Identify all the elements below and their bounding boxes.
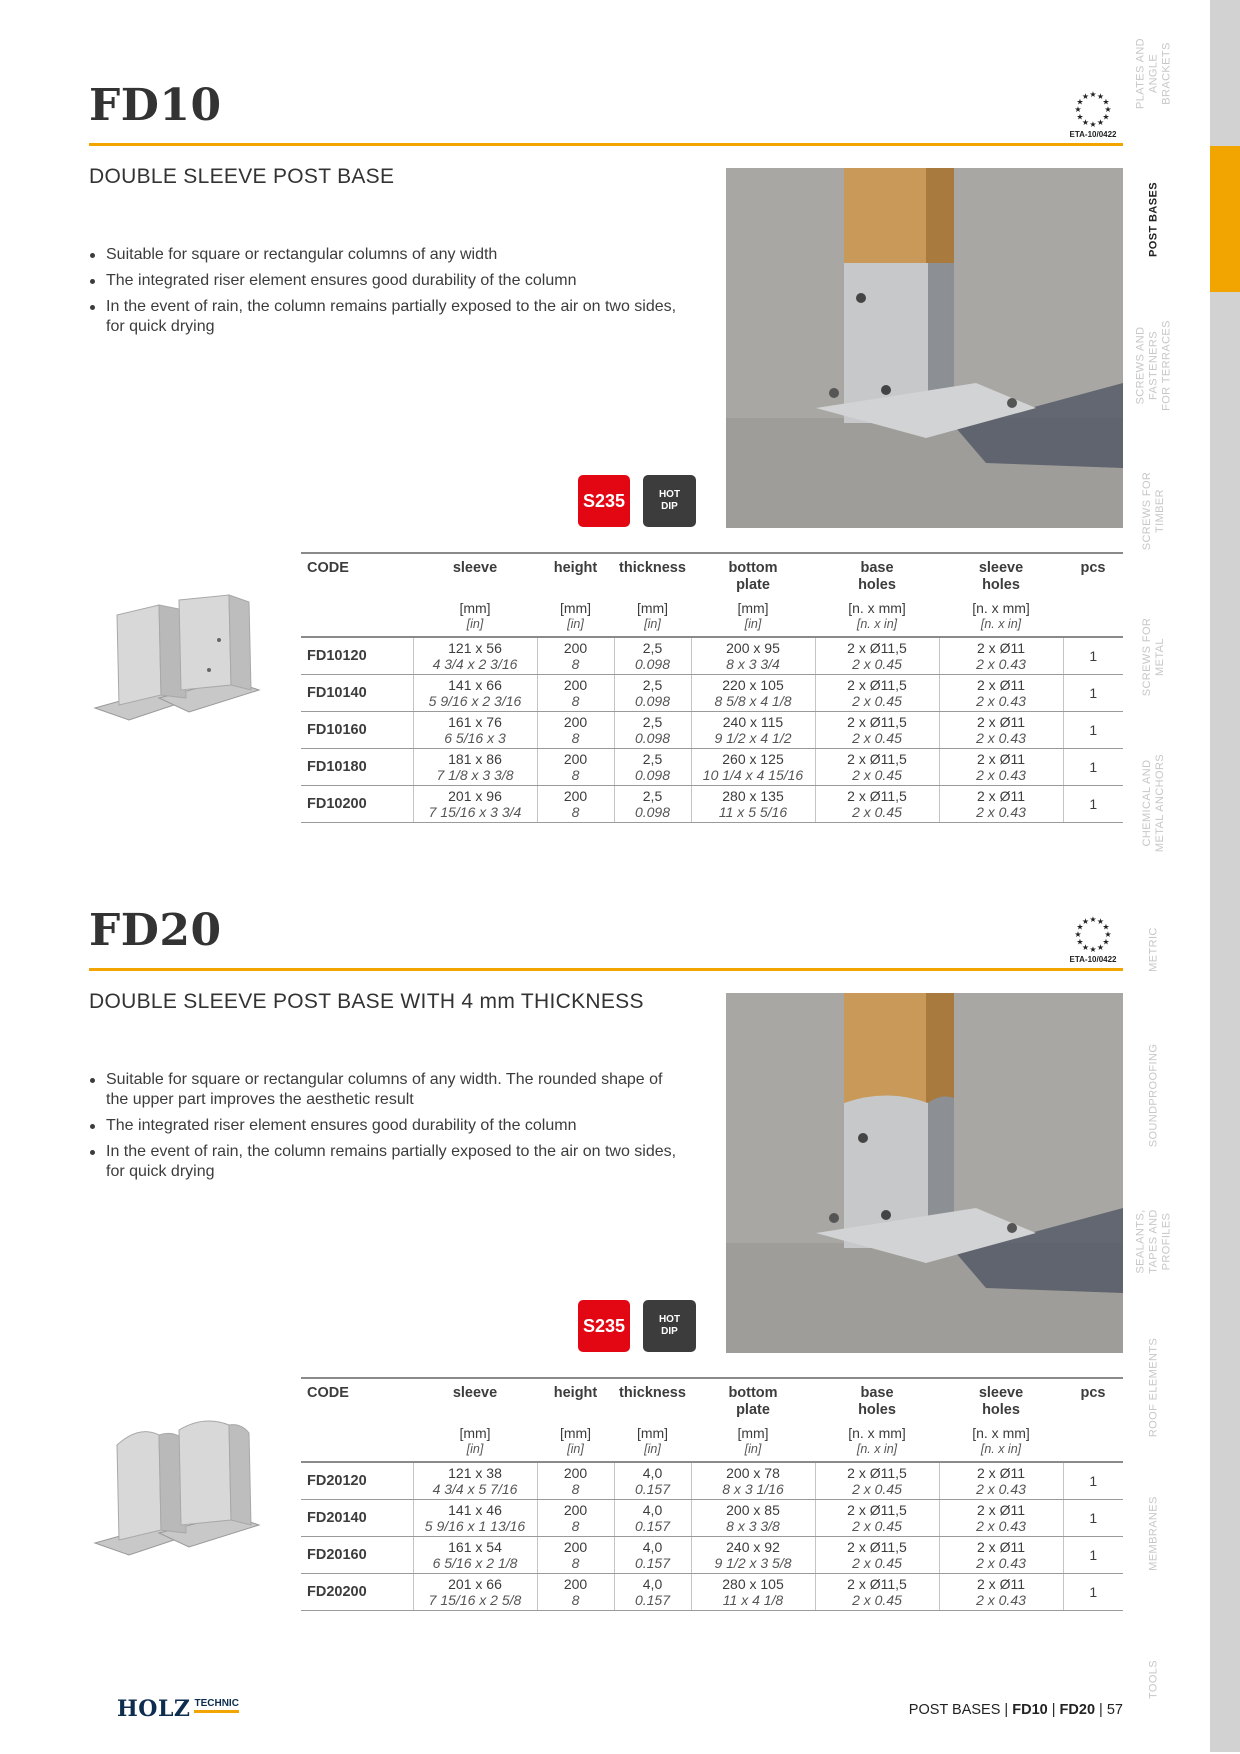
value-cell: 200 8	[537, 637, 614, 675]
footer-fd10: FD10	[1012, 1702, 1048, 1718]
steel-grade-badge: S235	[578, 1300, 630, 1352]
star-icon: ★	[1102, 922, 1110, 932]
value-cell: 121 x 38 4 3/4 x 5 7/16	[413, 1462, 537, 1500]
feature-item: The integrated riser element ensures good durability of the column	[89, 271, 689, 291]
value-cell: 2,5 0.098	[614, 749, 691, 786]
value-cell: 2 x Ø11,5 2 x 0.45	[815, 1537, 939, 1574]
pcs-cell: 1	[1063, 712, 1123, 749]
col-header: sleeve holes	[939, 553, 1063, 600]
code-cell: FD10140	[301, 675, 413, 712]
section-tab[interactable]	[1147, 1606, 1240, 1752]
section-tab-label: TOOLS	[1147, 1659, 1160, 1699]
value-cell: 2 x Ø11,5 2 x 0.45	[815, 749, 939, 786]
value-cell: 2 x Ø11 2 x 0.43	[939, 637, 1063, 675]
value-cell: 200 8	[537, 749, 614, 786]
value-cell: 2 x Ø11,5 2 x 0.45	[815, 1462, 939, 1500]
star-icon: ★	[1089, 120, 1097, 129]
value-cell: 200 x 85 8 x 3 3/8	[691, 1500, 815, 1537]
pcs-cell: 1	[1063, 1462, 1123, 1500]
value-cell: 200 8	[537, 1574, 614, 1611]
product-title: FD20	[89, 905, 222, 956]
value-cell: 2,5 0.098	[614, 637, 691, 675]
value-cell: 121 x 56 4 3/4 x 2 3/16	[413, 637, 537, 675]
value-cell: 141 x 66 5 9/16 x 2 3/16	[413, 675, 537, 712]
value-cell: 200 8	[537, 675, 614, 712]
section-tab-label: SOUNDPROOFING	[1147, 1043, 1160, 1147]
code-cell: FD20200	[301, 1574, 413, 1611]
star-icon: ★	[1104, 930, 1112, 939]
feature-list	[89, 1070, 689, 1188]
product-subtitle: DOUBLE SLEEVE POST BASE	[89, 165, 395, 188]
product-title: FD10	[89, 80, 222, 131]
value-cell: 2 x Ø11,5 2 x 0.45	[815, 712, 939, 749]
value-cell: 2 x Ø11,5 2 x 0.45	[815, 637, 939, 675]
value-cell: 220 x 105 8 5/8 x 4 1/8	[691, 675, 815, 712]
product-section-fd20	[89, 905, 1123, 1645]
star-icon: ★	[1081, 917, 1090, 927]
pcs-cell: 1	[1063, 1500, 1123, 1537]
value-cell: 200 x 78 8 x 3 1/16	[691, 1462, 815, 1500]
feature-item: Suitable for square or rectangular columns of any width	[89, 245, 689, 265]
value-cell: 200 8	[537, 1462, 614, 1500]
star-icon: ★	[1096, 92, 1105, 102]
star-icon: ★	[1102, 112, 1110, 122]
code-cell: FD10180	[301, 749, 413, 786]
star-icon: ★	[1076, 112, 1084, 122]
section-tab-label: SCREWS FOR TIMBER	[1141, 471, 1166, 551]
unit-cell: [n. x mm] [n. x in]	[815, 1425, 939, 1462]
value-cell: 2 x Ø11 2 x 0.43	[939, 1500, 1063, 1537]
value-cell: 141 x 46 5 9/16 x 1 13/16	[413, 1500, 537, 1537]
star-icon: ★	[1089, 945, 1097, 954]
star-icon: ★	[1089, 90, 1097, 99]
value-cell: 2 x Ø11 2 x 0.43	[939, 1462, 1063, 1500]
star-icon: ★	[1089, 915, 1097, 924]
product-drawing	[89, 590, 269, 730]
star-icon: ★	[1074, 930, 1082, 939]
section-tab-label: PLATES AND ANGLE BRACKETS	[1134, 37, 1173, 109]
title-rule	[89, 968, 1123, 971]
pcs-cell: 1	[1063, 749, 1123, 786]
value-cell: 200 8	[537, 786, 614, 823]
unit-cell: [mm] [in]	[614, 600, 691, 637]
table-row	[301, 749, 1123, 786]
section-tab[interactable]	[1134, 0, 1240, 146]
footer-fd20: FD20	[1059, 1702, 1096, 1718]
product-subtitle: DOUBLE SLEEVE POST BASE WITH 4 mm THICKNESS	[89, 990, 644, 1013]
product-photo	[726, 168, 1123, 528]
value-cell: 240 x 92 9 1/2 x 3 5/8	[691, 1537, 815, 1574]
value-cell: 200 8	[537, 712, 614, 749]
section-tab[interactable]	[1141, 584, 1240, 730]
col-header: height	[537, 1378, 614, 1425]
spec-table	[301, 1377, 1123, 1611]
table-row	[301, 1574, 1123, 1611]
section-tab[interactable]	[1147, 1022, 1240, 1168]
unit-cell: [n. x mm] [n. x in]	[815, 600, 939, 637]
value-cell: 4,0 0.157	[614, 1462, 691, 1500]
table-row	[301, 1500, 1123, 1537]
unit-cell: [mm] [in]	[413, 1425, 537, 1462]
section-tab[interactable]	[1147, 1314, 1240, 1460]
value-cell: 2 x Ø11 2 x 0.43	[939, 786, 1063, 823]
eta-certification: ★ ★ ★ ★ ★ ★ ★ ★ ★ ★ ★ ★ ETA-10/0422	[1069, 90, 1117, 139]
spec-table	[301, 552, 1123, 823]
pcs-cell: 1	[1063, 1537, 1123, 1574]
table-row	[301, 1537, 1123, 1574]
value-cell: 280 x 135 11 x 5 5/16	[691, 786, 815, 823]
star-icon: ★	[1096, 917, 1105, 927]
value-cell: 4,0 0.157	[614, 1537, 691, 1574]
col-header: CODE	[301, 1378, 413, 1425]
section-tab[interactable]	[1141, 730, 1240, 876]
unit-cell: [n. x mm] [n. x in]	[939, 1425, 1063, 1462]
star-icon: ★	[1081, 117, 1090, 127]
code-cell: FD20160	[301, 1537, 413, 1574]
steel-grade-badge: S235	[578, 475, 630, 527]
pcs-cell: 1	[1063, 637, 1123, 675]
col-header: CODE	[301, 553, 413, 600]
section-tab[interactable]	[1134, 1168, 1240, 1314]
section-tab-label: SCREWS AND FASTENERS FOR TERRACES	[1134, 319, 1173, 411]
unit-cell: [n. x mm] [n. x in]	[939, 600, 1063, 637]
value-cell: 2 x Ø11 2 x 0.43	[939, 749, 1063, 786]
col-header: bottom plate	[691, 1378, 815, 1425]
star-icon: ★	[1102, 97, 1110, 107]
unit-cell: [mm] [in]	[537, 1425, 614, 1462]
unit-cell: [mm] [in]	[537, 600, 614, 637]
page-footer: POST BASES | FD10 | FD20 | 57	[908, 1702, 1123, 1718]
value-cell: 2 x Ø11 2 x 0.43	[939, 712, 1063, 749]
pcs-cell: 1	[1063, 1574, 1123, 1611]
hot-dip-badge: HOT DIP	[643, 1300, 696, 1352]
section-tab-label: POST BASES	[1147, 181, 1160, 257]
star-icon: ★	[1096, 942, 1105, 952]
star-icon: ★	[1076, 97, 1084, 107]
feature-item: In the event of rain, the column remains partially exposed to the air on two sides, for quick drying	[89, 1142, 689, 1182]
value-cell: 2,5 0.098	[614, 786, 691, 823]
star-icon: ★	[1081, 942, 1090, 952]
title-rule	[89, 143, 1123, 146]
star-icon: ★	[1076, 922, 1084, 932]
value-cell: 2 x Ø11,5 2 x 0.45	[815, 786, 939, 823]
code-cell: FD10200	[301, 786, 413, 823]
section-tab-label: CHEMICAL AND METAL ANCHORS	[1141, 753, 1166, 853]
star-icon: ★	[1081, 92, 1090, 102]
col-header: sleeve	[413, 553, 537, 600]
value-cell: 200 8	[537, 1537, 614, 1574]
value-cell: 161 x 76 6 5/16 x 3	[413, 712, 537, 749]
code-cell: FD10160	[301, 712, 413, 749]
product-drawing	[89, 1415, 269, 1555]
value-cell: 200 8	[537, 1500, 614, 1537]
section-tab-label: ROOF ELEMENTS	[1147, 1337, 1160, 1437]
hot-dip-badge: HOT DIP	[643, 475, 696, 527]
star-icon: ★	[1076, 937, 1084, 947]
product-section-fd10	[89, 80, 1123, 840]
col-header: thickness	[614, 553, 691, 600]
table-row	[301, 637, 1123, 675]
col-header: sleeve	[413, 1378, 537, 1425]
col-header: thickness	[614, 1378, 691, 1425]
pcs-cell: 1	[1063, 675, 1123, 712]
value-cell: 4,0 0.157	[614, 1500, 691, 1537]
section-tab[interactable]	[1147, 1460, 1240, 1606]
col-header: pcs	[1063, 553, 1123, 600]
value-cell: 2,5 0.098	[614, 712, 691, 749]
unit-cell: [mm] [in]	[614, 1425, 691, 1462]
value-cell: 2 x Ø11,5 2 x 0.45	[815, 1500, 939, 1537]
value-cell: 2 x Ø11,5 2 x 0.45	[815, 1574, 939, 1611]
value-cell: 4,0 0.157	[614, 1574, 691, 1611]
eu-stars-icon	[1072, 913, 1114, 955]
table-row	[301, 786, 1123, 823]
feature-item: Suitable for square or rectangular columns of any width. The rounded shape of the upper part improves the aesthetic result	[89, 1070, 689, 1110]
brand-logo: HOLZ TECHNIC	[117, 1696, 239, 1722]
section-tab-label: MEMBRANES	[1147, 1495, 1160, 1571]
star-icon: ★	[1104, 105, 1112, 114]
value-cell: 240 x 115 9 1/2 x 4 1/2	[691, 712, 815, 749]
star-icon: ★	[1096, 117, 1105, 127]
col-header: sleeve holes	[939, 1378, 1063, 1425]
eu-stars-icon	[1072, 88, 1114, 130]
unit-cell: [mm] [in]	[413, 600, 537, 637]
col-header: base holes	[815, 1378, 939, 1425]
unit-cell: [mm] [in]	[691, 1425, 815, 1462]
eta-certification: ★ ★ ★ ★ ★ ★ ★ ★ ★ ★ ★ ★ ETA-10/0422	[1069, 915, 1117, 964]
code-cell: FD20140	[301, 1500, 413, 1537]
value-cell: 2 x Ø11 2 x 0.43	[939, 1574, 1063, 1611]
code-cell: FD10120	[301, 637, 413, 675]
section-tab[interactable]	[1147, 876, 1240, 1022]
col-header: pcs	[1063, 1378, 1123, 1425]
value-cell: 260 x 125 10 1/4 x 4 15/16	[691, 749, 815, 786]
page-number: 57	[1106, 1702, 1123, 1718]
col-header: height	[537, 553, 614, 600]
value-cell: 200 x 95 8 x 3 3/4	[691, 637, 815, 675]
star-icon: ★	[1102, 937, 1110, 947]
table-row	[301, 1462, 1123, 1500]
value-cell: 2 x Ø11 2 x 0.43	[939, 675, 1063, 712]
footer-section: POST BASES	[908, 1702, 1001, 1718]
value-cell: 161 x 54 6 5/16 x 2 1/8	[413, 1537, 537, 1574]
table-row	[301, 675, 1123, 712]
section-tabs	[1134, 0, 1240, 1754]
section-tab[interactable]	[1134, 292, 1240, 438]
section-tab[interactable]	[1141, 438, 1240, 584]
col-header: bottom plate	[691, 553, 815, 600]
feature-list	[89, 245, 689, 343]
code-cell: FD20120	[301, 1462, 413, 1500]
star-icon: ★	[1074, 105, 1082, 114]
section-tab-label: METRIC	[1147, 926, 1160, 972]
section-tab-label: SEALANTS, TAPES AND PROFILES	[1134, 1208, 1173, 1274]
unit-cell: [mm] [in]	[691, 600, 815, 637]
value-cell: 181 x 86 7 1/8 x 3 3/8	[413, 749, 537, 786]
value-cell: 2,5 0.098	[614, 675, 691, 712]
product-photo	[726, 993, 1123, 1353]
table-row	[301, 712, 1123, 749]
value-cell: 201 x 96 7 15/16 x 3 3/4	[413, 786, 537, 823]
section-tab[interactable]	[1147, 146, 1240, 292]
value-cell: 201 x 66 7 15/16 x 2 5/8	[413, 1574, 537, 1611]
col-header: base holes	[815, 553, 939, 600]
pcs-cell: 1	[1063, 786, 1123, 823]
value-cell: 2 x Ø11 2 x 0.43	[939, 1537, 1063, 1574]
section-tab-label: SCREWS FOR METAL	[1141, 617, 1166, 697]
value-cell: 280 x 105 11 x 4 1/8	[691, 1574, 815, 1611]
feature-item: In the event of rain, the column remains partially exposed to the air on two sides, for quick drying	[89, 297, 689, 337]
feature-item: The integrated riser element ensures good durability of the column	[89, 1116, 689, 1136]
value-cell: 2 x Ø11,5 2 x 0.45	[815, 675, 939, 712]
